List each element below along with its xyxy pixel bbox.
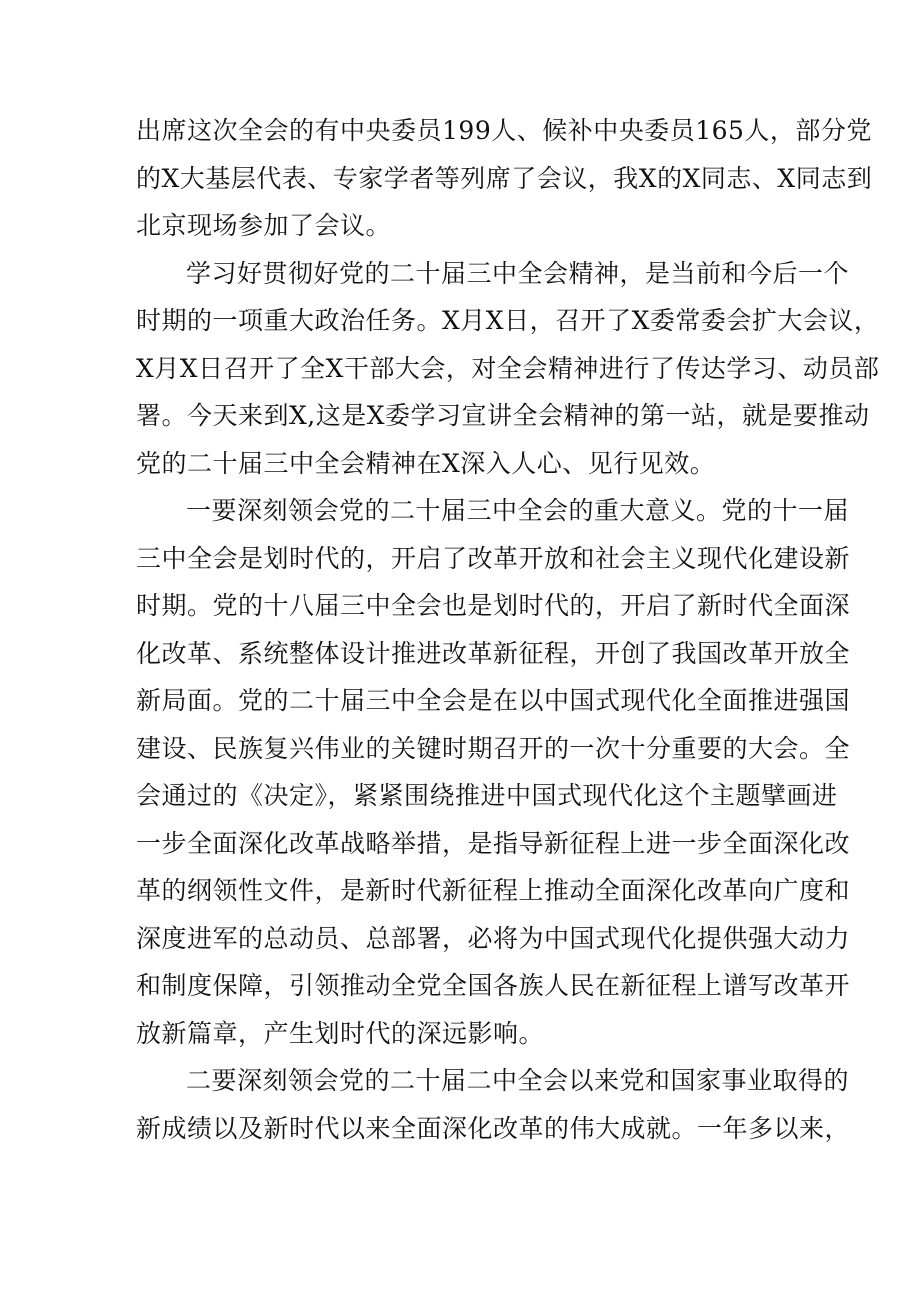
paragraph-line: 时期。党的十八届三中全会也是划时代的，开启了新时代全面深	[136, 591, 851, 620]
paragraph-line: 和制度保障，引领推动全党全国各族人民在新征程上谱写改革开	[136, 971, 851, 1000]
paragraph-line: 一要深刻领会党的二十届三中全会的重大意义。党的十一届	[186, 496, 850, 525]
paragraph-line: 北京现场参加了会议。	[136, 211, 392, 240]
paragraph-line: 一步全面深化改革战略举措，是指导新征程上进一步全面深化改	[136, 828, 851, 858]
paragraph-line: 化改革、系统整体设计推进改革新征程，开创了我国改革开放全	[136, 638, 851, 668]
paragraph-line: 革的纲领性文件，是新时代新征程上推动全面深化改革向广度和	[136, 876, 851, 905]
paragraph-line: 二要深刻领会党的二十届二中全会以来党和国家事业取得的	[186, 1066, 850, 1095]
paragraph-attendance	[136, 107, 873, 250]
paragraph-line: 出席这次全会的有中央委员199人、候补中央委员165人，部分党	[136, 116, 872, 145]
paragraph-study-task	[136, 250, 880, 488]
paragraph-achievements	[136, 1057, 851, 1152]
paragraph-line: 会通过的《决定》，紧紧围绕推进中国式现代化这个主题擘画进	[136, 781, 838, 810]
paragraph-line: 新成绩以及新时代以来全面深化改革的伟大成就。一年多以来，	[136, 1113, 851, 1143]
paragraph-line: 时期的一项重大政治任务。X月X日，召开了X委常委会扩大会议，	[136, 306, 880, 335]
paragraph-line: 署。今天来到X,这是X委学习宣讲全会精神的第一站，就是要推动	[136, 401, 870, 430]
paragraph-line: 建设、民族复兴伟业的关键时期召开的一次十分重要的大会。全	[136, 733, 851, 763]
paragraph-line: 党的二十届三中全会精神在X深入人心、见行见效。	[136, 448, 716, 478]
paragraph-line: X月X日召开了全X干部大会，对全会精神进行了传达学习、动员部	[136, 353, 880, 383]
paragraph-line: 放新篇章，产生划时代的深远影响。	[136, 1018, 545, 1048]
paragraph-line: 三中全会是划时代的，开启了改革开放和社会主义现代化建设新	[136, 543, 851, 573]
paragraph-line: 学习好贯彻好党的二十届三中全会精神，是当前和今后一个	[186, 258, 850, 288]
document-body	[136, 107, 880, 1152]
paragraph-line: 新局面。党的二十届三中全会是在以中国式现代化全面推进强国	[136, 686, 851, 715]
paragraph-significance	[136, 487, 851, 1057]
paragraph-line: 深度进军的总动员、总部署，必将为中国式现代化提供强大动力	[136, 923, 851, 953]
paragraph-line: 的X大基层代表、专家学者等列席了会议，我X的X同志、X同志到	[136, 163, 873, 193]
